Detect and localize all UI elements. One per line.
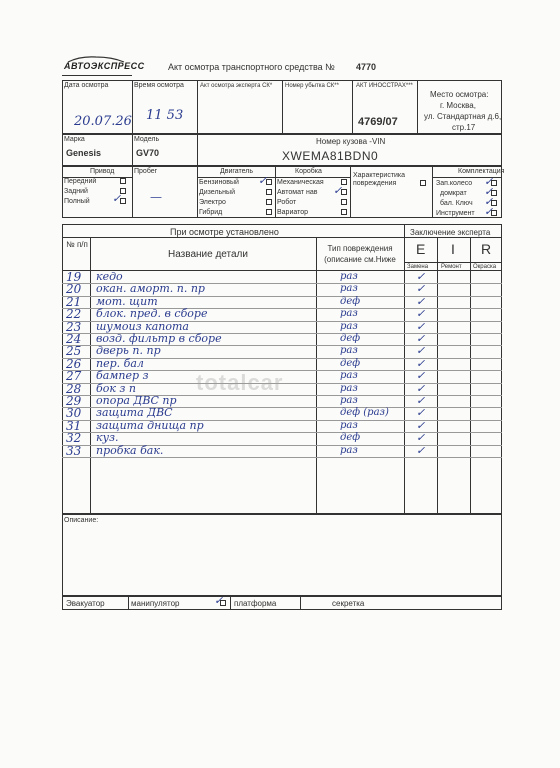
row-replace-check-icon: ✓ [416,394,426,407]
row-part-name: блок. пред. в сборе [96,307,208,321]
row-damage-type: раз [340,370,358,382]
row-number: 24 [66,332,82,346]
kit-spare-wheel-check-icon: ✓ [484,175,494,188]
engine-hybrid-checkbox[interactable] [266,209,272,215]
kit-tools-check-icon: ✓ [484,205,494,218]
gearbox-label: Коробка [295,168,322,175]
row-part-name: защита днища пр [96,418,204,432]
row-damage-type: раз [340,444,358,456]
row-replace-check-icon: ✓ [416,443,426,457]
drive-awd-check-icon: ✓ [112,192,122,205]
place-line-1: г. Москва, [440,101,476,110]
kit-jack-check-icon: ✓ [484,185,494,198]
row-replace-check-icon: ✓ [416,282,426,296]
row-number: 31 [66,418,82,433]
col-num-header: № п/п [66,240,88,249]
expert-conclusion-label: Заключение эксперта [410,228,491,237]
table-section-title: При осмотре установлено [170,227,279,237]
act-number: 4770 [356,62,377,72]
model-value: GV70 [136,148,160,158]
row-damage-type: раз [340,271,358,282]
row-damage-type: деф [340,357,361,369]
row-damage-type: раз [340,382,358,394]
row-damage-type: деф [340,295,361,307]
row-part-name: бампер з [96,369,149,383]
row-replace-check-icon: ✓ [416,356,426,370]
gearbox-robot-checkbox[interactable] [341,199,347,205]
secretary-label: секретка [332,599,365,608]
kit-option-wrench: бал. Ключ [440,200,473,207]
drive-label: Привод [90,168,115,175]
table-row-line [62,457,502,458]
platform-check-icon: ✓ [214,594,224,607]
watermark: totalcar [196,370,284,395]
row-damage-type: раз [340,419,358,431]
row-number: 23 [66,319,82,334]
company-logo [62,55,145,71]
col-i-header: I [451,241,455,257]
col-part-header: Название детали [168,249,248,260]
row-number: 32 [66,431,82,446]
row-damage-type: деф (раз) [340,407,389,419]
date-value: 20.07.26 [74,114,132,129]
gearbox-option-manual: Механическая [277,179,324,186]
drive-front-checkbox[interactable] [120,178,126,184]
row-damage-type: деф [340,432,361,444]
gearbox-auto-check-icon: ✓ [333,184,343,197]
row-damage-type: раз [340,308,358,320]
act-title: Акт осмотра транспортного средства № [168,62,335,72]
row-number: 28 [66,381,82,396]
drive-option-awd: Полный [64,198,90,205]
row-replace-check-icon: ✓ [416,381,426,395]
row-part-name: дверь п. пр [96,344,161,358]
damage-character-checkbox[interactable] [420,180,426,186]
col-damage-type-header: Тип повреждения (описание см.Ниже [324,244,396,264]
kit-option-tools: Инструмент [436,210,475,217]
row-part-name: пробка бак. [96,443,164,457]
place-line-3: стр.17 [452,123,476,132]
row-number: 33 [66,443,82,458]
row-part-name: возд. фильтр в сборе [96,332,222,345]
damage-character-label: Характеристика повреждения [353,172,406,187]
row-number: 29 [66,394,82,408]
row-number: 26 [66,356,82,371]
row-part-name: защита ДВС [96,406,173,420]
col-r-subheader: Окраска [473,264,497,270]
col-i-subheader: Ремонт [441,264,462,270]
col-e-subheader: Замена [407,264,429,270]
other-sk-act-label: АКТ ИНОССТРАХ*** [356,83,413,89]
vin-label: Номер кузова -VIN [316,137,386,146]
row-number: 20 [66,282,82,297]
expert-act-label: Акт осмотра эксперта СК* [200,83,273,89]
row-damage-type: раз [340,283,358,295]
logo-text: АВТОЭКСПРЕСС [64,61,145,71]
row-replace-check-icon: ✓ [416,406,426,420]
other-sk-act-value: 4769/07 [358,116,398,128]
row-replace-check-icon: ✓ [416,431,426,445]
kit-label: Комплектация [458,168,505,175]
engine-diesel-checkbox[interactable] [266,189,272,195]
row-number: 21 [66,294,82,309]
row-part-name: пер. бал [96,356,144,370]
vin-value: XWEMA81BDN0 [282,149,379,163]
col-r-header: R [481,241,492,257]
row-damage-type: раз [340,345,358,357]
row-damage-type: раз [340,320,358,332]
gearbox-option-cvt: Вариатор [277,209,309,216]
engine-option-hybrid: Гибрид [199,209,223,216]
model-label: Модель [134,136,160,143]
kit-wrench-check-icon: ✓ [484,195,494,208]
place-line-2: ул. Стандартная д.6, [424,112,502,121]
time-value: 11 53 [146,108,184,123]
row-part-name: окан. аморт. п. пр [96,282,205,296]
drive-option-rear: Задний [64,188,88,195]
row-part-name: бок з п [96,381,136,395]
make-value: Genesis [66,148,102,158]
engine-option-diesel: Дизельный [199,189,235,196]
row-part-name: опора ДВС пр [96,394,177,407]
mileage-label: Пробег [134,168,158,175]
row-damage-type: раз [340,395,358,406]
row-part-name: шумоиз капота [96,319,189,333]
make-label: Марка [64,136,85,143]
loss-number-label: Номер убытка СК** [285,83,339,89]
engine-label: Двигатель [220,168,254,175]
row-number: 30 [66,406,82,421]
row-replace-check-icon: ✓ [416,418,426,432]
mileage-value: — [150,190,162,204]
engine-option-electric: Электро [199,199,226,206]
row-replace-check-icon: ✓ [416,319,426,333]
gearbox-option-auto: Автомат нав [277,189,318,196]
engine-electric-checkbox[interactable] [266,199,272,205]
evacuator-label: Эвакуатор [66,599,105,608]
engine-petrol-check-icon: ✓ [258,174,268,187]
row-number: 27 [66,369,82,384]
row-part-name: куз. [96,431,119,445]
row-replace-check-icon: ✓ [416,369,426,383]
col-e-header: E [416,241,426,257]
kit-option-jack: домкрат [440,190,467,197]
row-replace-check-icon: ✓ [416,332,426,345]
row-number: 22 [66,307,82,322]
platform-label: платформа [234,599,277,608]
kit-option-spare-wheel: Зап.колесо [436,180,473,187]
row-replace-check-icon: ✓ [416,294,426,308]
row-replace-check-icon: ✓ [416,344,426,358]
gearbox-option-robot: Робот [277,199,297,206]
row-replace-check-icon: ✓ [416,270,426,283]
row-part-name: кедо [96,270,123,283]
time-label: Время осмотра [134,82,184,89]
date-label: Дата осмотра [64,82,109,89]
manipulator-label: манипулятор [131,599,180,608]
place-label: Место осмотра: [430,90,489,99]
drive-option-front: Передний [64,178,97,185]
row-part-name: мот. щит [96,294,158,308]
description-label: Описание: [64,517,99,524]
row-number: 25 [66,344,82,359]
engine-option-petrol: Бензиновый [199,179,239,186]
row-number: 19 [66,270,82,284]
gearbox-cvt-checkbox[interactable] [341,209,347,215]
row-damage-type: деф [340,333,361,344]
table-row-line [62,432,502,433]
description-box[interactable] [62,514,502,596]
row-replace-check-icon: ✓ [416,307,426,321]
